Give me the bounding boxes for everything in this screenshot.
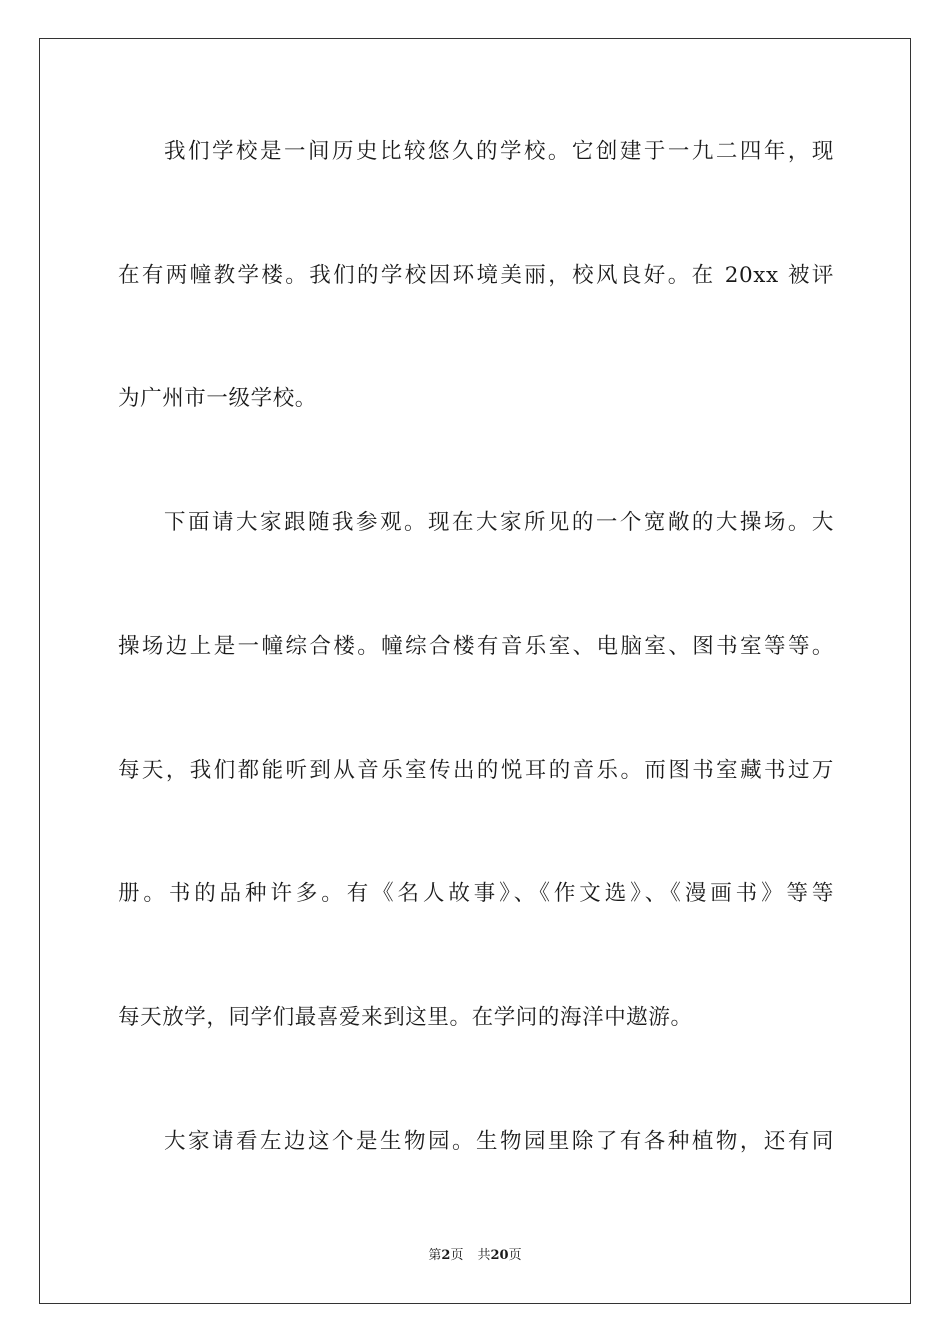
page-footer (0, 1247, 950, 1265)
paragraph-line: 每天放学，同学们最喜爱来到这里。在学问的海洋中遨游。 (118, 1005, 693, 1030)
footer-page-suffix: 页 (450, 1248, 464, 1263)
footer-page-number: 2 (441, 1248, 451, 1263)
paragraph-line: 我们学校是一间历史比较悠久的学校。它创建于一九二四年，现 (164, 139, 834, 164)
paragraph-line: 每天，我们都能听到从音乐室传出的悦耳的音乐。而图书室藏书过万 (118, 758, 834, 783)
footer-total-suffix: 页 (508, 1248, 522, 1263)
paragraph-line: 册。书的品种许多。有《名人故事》、《作文选》、《漫画书》等等 (118, 881, 834, 906)
page-border (39, 38, 911, 1304)
paragraph-line: 为广州市一级学校。 (118, 386, 317, 411)
footer-total-prefix: 共 (477, 1248, 491, 1263)
paragraph-line: 在有两幢教学楼。我们的学校因环境美丽，校风良好。在 20xx 被评 (118, 263, 834, 288)
footer-total-pages: 20 (490, 1248, 509, 1263)
paragraph-line: 操场边上是一幢综合楼。幢综合楼有音乐室、电脑室、图书室等等。 (118, 634, 834, 659)
paragraph-line: 下面请大家跟随我参观。现在大家所见的一个宽敞的大操场。大 (164, 510, 834, 535)
paragraph-line: 大家请看左边这个是生物园。生物园里除了有各种植物，还有同 (164, 1129, 834, 1154)
footer-page-prefix: 第 (428, 1248, 442, 1263)
